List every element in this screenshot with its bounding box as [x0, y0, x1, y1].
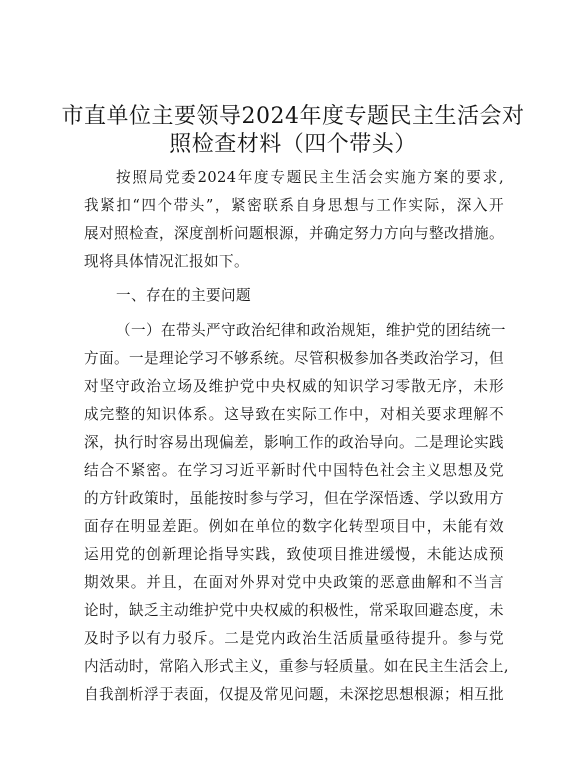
body-line-4: 成完整的知识体系。这导致在实际工作中，对相关要求理解不	[84, 406, 504, 423]
intro-line-3: 展对照检查，深度剖析问题根源，并确定努力方向与整改措施。	[84, 225, 504, 242]
body-line-5: 深，执行时容易出现偏差，影响工作的政治导向。二是理论实践	[84, 434, 504, 451]
body-line-2: 方面。一是理论学习不够系统。尽管积极参加各类政治学习，但	[84, 350, 504, 367]
body-line-3: 对坚守政治立场及维护党中央权威的知识学习零散无序，未形	[84, 378, 504, 395]
body-line-1: （一）在带头严守政治纪律和政治规矩，维护党的团结统一	[116, 322, 506, 339]
intro-line-4: 现将具体情况汇报如下。	[84, 253, 249, 270]
body-line-11: 论时，缺乏主动维护党中央权威的积极性，常采取回避态度，未	[84, 602, 504, 619]
body-line-9: 运用党的创新理论指导实践，致使项目推进缓慢，未能达成预	[84, 546, 504, 563]
document-title-line-1: 市直单位主要领导2024年度专题民主生活会对	[61, 104, 525, 129]
body-line-13: 内活动时，常陷入形式主义，重参与轻质量。如在民主生活会上,	[84, 658, 509, 675]
intro-line-2: 我紧扣“四个带头”，紧密联系自身思想与工作实际，深入开	[84, 197, 504, 214]
body-line-12: 及时予以有力驳斥。二是党内政治生活质量亟待提升。参与党	[84, 630, 504, 647]
intro-line-1: 按照局党委2024年度专题民主生活会实施方案的要求,	[116, 169, 504, 186]
body-line-14: 自我剖析浮于表面，仅提及常见问题，未深挖思想根源；相互批	[84, 686, 504, 703]
body-line-6: 结合不紧密。在学习习近平新时代中国特色社会主义思想及党	[84, 462, 504, 479]
body-line-10: 期效果。并且，在面对外界对党中央政策的恶意曲解和不当言	[84, 574, 504, 591]
section-heading: 一、存在的主要问题	[116, 287, 251, 304]
document-title-line-2: 照检查材料（四个带头）	[169, 132, 417, 157]
body-line-8: 面存在明显差距。例如在单位的数字化转型项目中，未能有效	[84, 518, 504, 535]
body-line-7: 的方针政策时，虽能按时参与学习，但在学深悟透、学以致用方	[84, 490, 504, 507]
